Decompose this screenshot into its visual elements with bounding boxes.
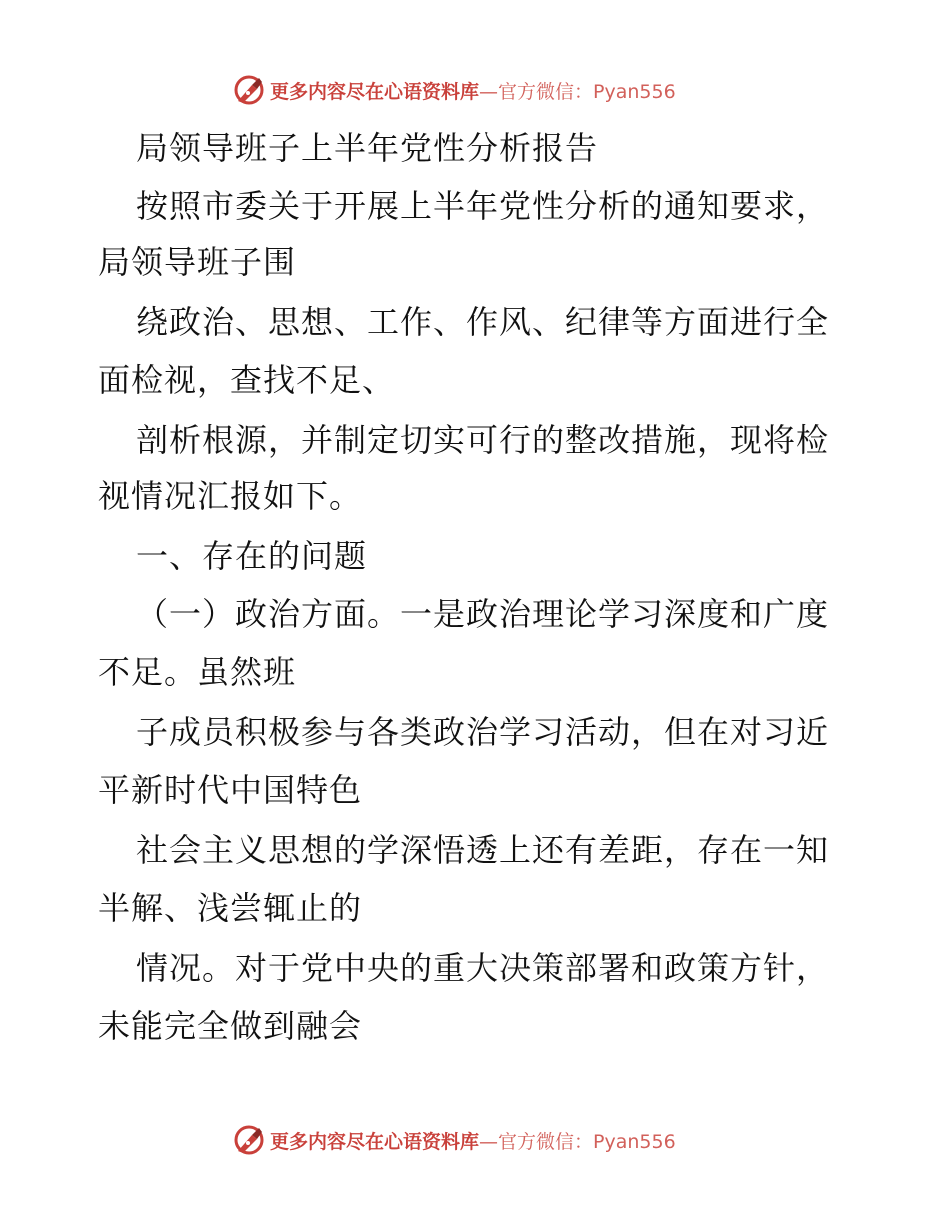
text-line: 绕政治、思想、工作、作风、纪律等方面进行全 [136, 303, 830, 341]
text-line: （一）政治方面。一是政治理论学习深度和广度 [136, 595, 830, 633]
header-banner [232, 70, 676, 110]
section-heading: 一、存在的问题 [136, 537, 368, 575]
text-line: 视情况汇报如下。 [98, 477, 363, 515]
text-line: 未能完全做到融会 [98, 1007, 363, 1045]
text-line: 局领导班子围 [98, 243, 297, 281]
text-line: 剖析根源，并制定切实可行的整改措施，现将检 [136, 421, 830, 459]
text-line: 平新时代中国特色 [98, 771, 363, 809]
pen-nib-circle-icon [232, 73, 266, 107]
banner-sub-text: —官方微信：Pyan556 [479, 80, 676, 103]
banner-sub-text: —官方微信：Pyan556 [479, 1130, 676, 1153]
footer-banner [232, 1120, 676, 1160]
text-line: 面检视，查找不足、 [98, 361, 396, 399]
text-line: 不足。虽然班 [98, 653, 297, 691]
document-title: 局领导班子上半年党性分析报告 [136, 129, 599, 167]
text-line: 子成员积极参与各类政治学习活动，但在对习近 [136, 713, 830, 751]
pen-nib-circle-icon [232, 1123, 266, 1157]
banner-main-text: 更多内容尽在心语资料库 [270, 80, 480, 103]
text-line: 按照市委关于开展上半年党性分析的通知要求， [136, 187, 830, 225]
text-line: 社会主义思想的学深悟透上还有差距，存在一知 [136, 831, 830, 869]
text-line: 半解、浅尝辄止的 [98, 889, 363, 927]
banner-main-text: 更多内容尽在心语资料库 [270, 1130, 480, 1153]
text-line: 情况。对于党中央的重大决策部署和政策方针， [136, 949, 830, 987]
